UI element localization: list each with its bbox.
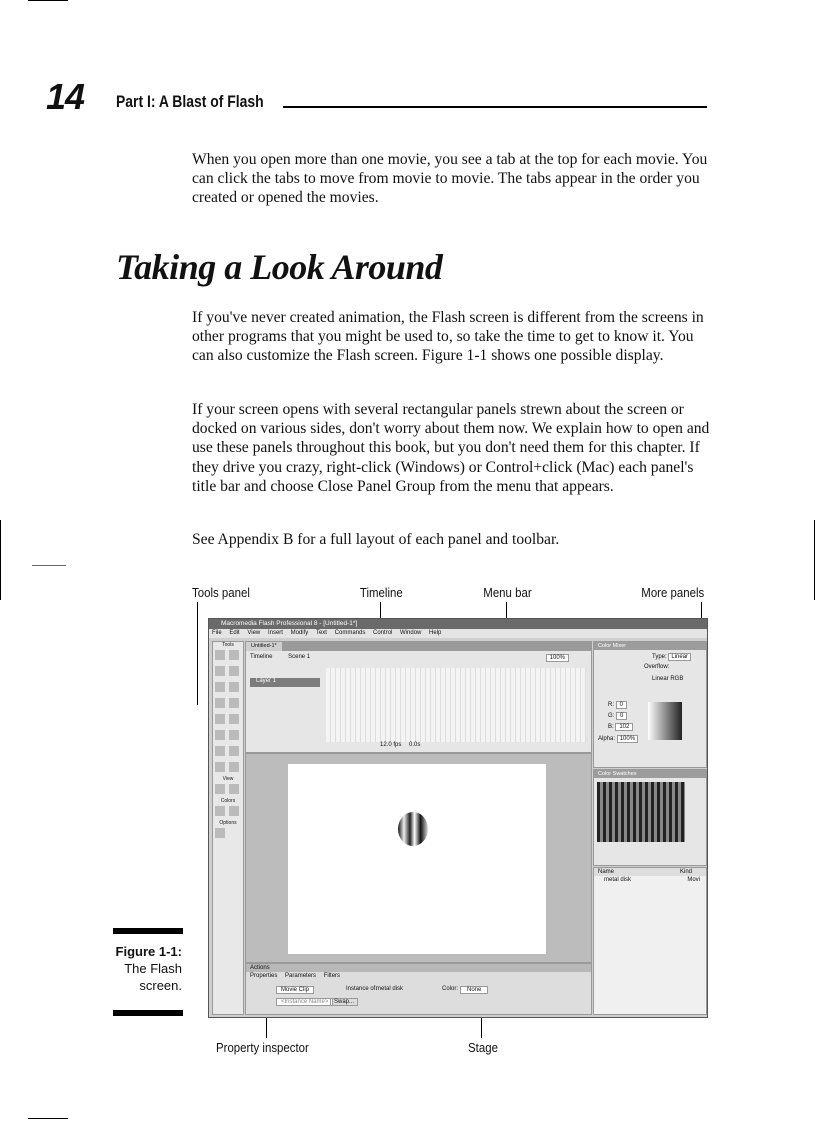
zoom-select[interactable]: 100%: [546, 654, 569, 662]
instance-of-value: metal disk: [376, 986, 404, 992]
r-input[interactable]: 0: [616, 701, 627, 709]
swatch-grid[interactable]: [597, 782, 685, 842]
page-number: 14: [46, 76, 85, 117]
tools-panel: [212, 641, 244, 1015]
timeline-frames[interactable]: [326, 668, 586, 742]
paragraph-appendix: See Appendix B for a full layout of each panel and toolbar.: [192, 531, 560, 548]
alpha-label: Alpha:: [598, 736, 616, 742]
paragraph-tabs: When you open more than one movie, you see a tab at the top for each movie. You can click the tabs to move from movie to movie. The tabs appear in the order you created or opened the movies.: [192, 151, 708, 207]
linear-rgb-checkbox[interactable]: Linear RGB: [652, 676, 684, 682]
zoom-tool-icon[interactable]: [229, 784, 239, 794]
paragraph-intro: If you've never created animation, the Flash screen is different from the screens in other programs that you might be used to, so take the time to get to know it. You can also customize the Flash screen. Figure 1-1 shows one possible display.: [192, 309, 704, 365]
figure-bar-bottom: [113, 1010, 183, 1016]
library-row[interactable]: [594, 876, 706, 884]
library-kind-col[interactable]: Kind: [679, 869, 692, 875]
actions-label[interactable]: Actions: [246, 964, 591, 972]
eyedropper-icon[interactable]: [215, 762, 225, 772]
scene-label: Scene 1: [288, 654, 311, 660]
figure-bar-top: [113, 928, 183, 934]
swap-button[interactable]: Swap...: [330, 998, 358, 1006]
menu-view[interactable]: View: [247, 630, 261, 636]
gradient-transform-icon[interactable]: [229, 666, 239, 676]
instance-of-label: Instance of:: [346, 986, 378, 992]
line-tool-icon[interactable]: [215, 682, 225, 692]
type-select[interactable]: Linear: [668, 653, 691, 661]
menu-file[interactable]: File: [212, 630, 222, 636]
section-heading: Taking a Look Around: [116, 247, 443, 287]
color-swatches-panel: [593, 769, 707, 866]
pencil-tool-icon[interactable]: [215, 730, 225, 740]
view-label: View: [222, 776, 234, 782]
library-item-name: metal disk: [604, 877, 632, 883]
library-item-kind: Movi: [687, 877, 700, 883]
time-readout: 0.0s: [409, 742, 421, 748]
callout-timeline: Timeline: [359, 585, 403, 600]
free-transform-icon[interactable]: [215, 666, 225, 676]
callout-stage: Stage: [468, 1040, 498, 1055]
ink-bottle-icon[interactable]: [215, 746, 225, 756]
library-name-col[interactable]: Name: [598, 869, 615, 875]
filters-tab[interactable]: Filters: [323, 973, 341, 979]
header-rule: [283, 106, 707, 108]
color-mixer-title: Color Mixer: [594, 642, 706, 650]
library-panel: [593, 867, 707, 1015]
callout-more-panels: More panels: [641, 585, 705, 600]
menu-insert[interactable]: Insert: [267, 630, 283, 636]
color-gradient-picker[interactable]: [648, 702, 682, 740]
properties-tab[interactable]: Properties: [250, 973, 278, 979]
timeline-panel: [245, 641, 592, 753]
g-input[interactable]: 0: [616, 712, 627, 720]
stroke-color-icon[interactable]: [215, 806, 225, 816]
hand-tool-icon[interactable]: [215, 784, 225, 794]
pen-tool-icon[interactable]: [215, 698, 225, 708]
timeline-button[interactable]: Timeline: [250, 654, 273, 660]
layer-name[interactable]: Layer 1: [256, 678, 277, 684]
color-select[interactable]: None: [460, 986, 488, 994]
colors-label: Colors: [220, 798, 236, 804]
oval-tool-icon[interactable]: [215, 714, 225, 724]
instance-name-input[interactable]: <Instance Name>: [276, 998, 333, 1006]
doc-tab[interactable]: Untitled-1*: [246, 642, 282, 651]
rect-tool-icon[interactable]: [229, 714, 239, 724]
menu-modify[interactable]: Modify: [290, 630, 309, 636]
figure-caption-line2: screen.: [139, 978, 182, 993]
metal-disk-clip[interactable]: [398, 812, 428, 846]
figure-label: Figure 1-1:: [115, 944, 182, 959]
part-title: Part I: A Blast of Flash: [116, 92, 264, 111]
callout-menu-bar: Menu bar: [483, 585, 532, 600]
arrow-tool-icon[interactable]: [215, 650, 225, 660]
leader-tools: [197, 602, 198, 705]
flash-screenshot: [208, 618, 708, 1018]
snap-icon[interactable]: [215, 828, 225, 838]
text-tool-icon[interactable]: [229, 698, 239, 708]
paragraph-panels: If your screen opens with several rectangular panels strewn about the screen or docked on various sides, don't worry about them now. We explain how to open and use these panels throughout this book, but you don't need them for this chapter. If they drive you crazy, right-click (Windows) or Control+click (Mac) each panel's title bar and choose Close Panel Group from the menu that appears.: [192, 401, 710, 495]
swatches-title: Color Swatches: [594, 770, 706, 778]
parameters-tab[interactable]: Parameters: [285, 973, 317, 979]
alpha-input[interactable]: 100%: [617, 735, 638, 743]
figure-caption: [100, 943, 182, 994]
menu-text[interactable]: Text: [315, 630, 327, 636]
stage[interactable]: [288, 764, 546, 954]
menu-commands[interactable]: Commands: [334, 630, 366, 636]
menu-bar: [209, 629, 707, 638]
callout-tools-panel: Tools panel: [192, 585, 250, 600]
window-title: Macromedia Flash Professional 8 - [Untitled-1*]: [209, 619, 707, 629]
lasso-tool-icon[interactable]: [229, 682, 239, 692]
menu-edit[interactable]: Edit: [229, 630, 240, 636]
property-inspector: [245, 963, 592, 1015]
color-label: Color:: [442, 986, 459, 992]
paint-bucket-icon[interactable]: [229, 746, 239, 756]
menu-control[interactable]: Control: [373, 630, 393, 636]
fps-readout: 12.0 fps: [380, 742, 402, 748]
overflow-label: Overflow:: [644, 664, 670, 670]
figure-caption-line1: The Flash: [124, 961, 182, 976]
symbol-type-select[interactable]: Movie Clip: [276, 986, 314, 994]
menu-help[interactable]: Help: [429, 630, 442, 636]
color-mixer-panel: Color Mixer Type: Linear Overflow: Linear RGB R: 0 G: 0 B: 102 Alpha: 100%: [593, 641, 707, 768]
menu-window[interactable]: Window: [400, 630, 422, 636]
options-label: Options: [219, 820, 237, 826]
callout-property-inspector: Property inspector: [216, 1040, 309, 1055]
brush-tool-icon[interactable]: [229, 730, 239, 740]
fill-color-icon[interactable]: [229, 806, 239, 816]
tools-label: Tools: [222, 642, 234, 648]
eraser-icon[interactable]: [229, 762, 239, 772]
b-input[interactable]: 102: [615, 723, 633, 731]
type-label: Type:: [652, 654, 667, 660]
stage-area: [245, 753, 592, 963]
subselect-tool-icon[interactable]: [229, 650, 239, 660]
